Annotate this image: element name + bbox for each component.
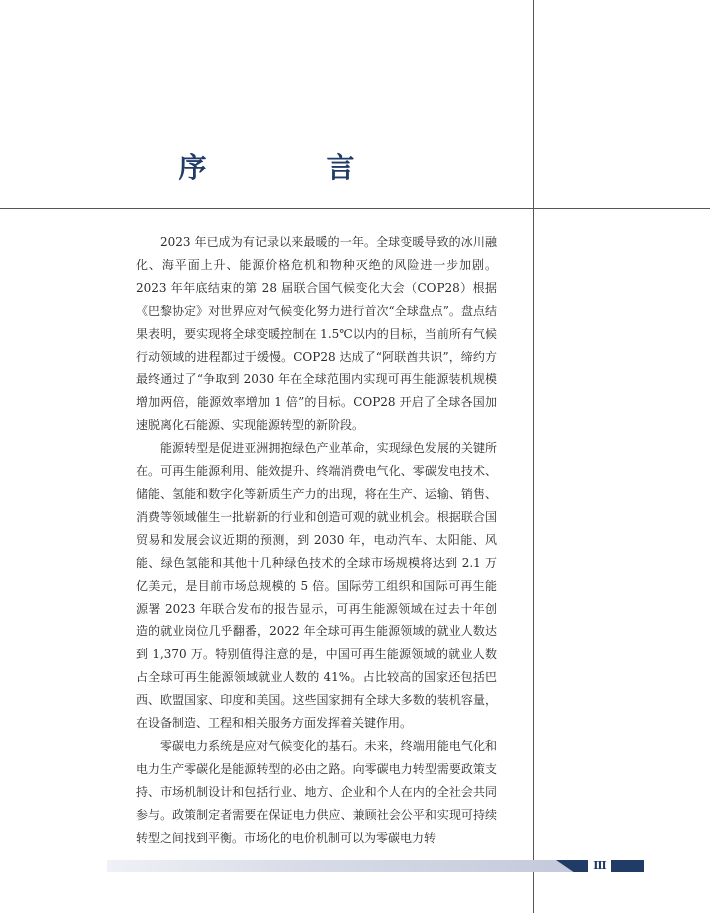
paragraph-3: 零碳电力系统是应对气候变化的基石。未来，终端用能电气化和电力生产零碳化是能源转型的必由之路。向零碳电力转型需要政策支持、市场机制设计和包括行业、地方、企业和个人在内的全社会共同参与。政策制定者需要在保证电力供应、兼顾社会公平和实现可持续转型之间找到平衡。市场化的电价机制可以为零碳电力转 — [136, 738, 497, 845]
preface-body — [136, 231, 497, 849]
footer-block-mark — [611, 860, 644, 872]
page-number: Ⅲ — [593, 859, 607, 872]
horizontal-rule — [0, 208, 710, 209]
paragraph-2: 能源转型是促进亚洲拥抱绿色产业革命，实现绿色发展的关键所在。可再生能源利用、能效提升、终端消费电气化、零碳发电技术、储能、氢能和数字化等新质生产力的出现，将在生产、运输、销售、消费等领域催生一批崭新的行业和创造可观的就业机会。根据联合国贸易和发展会议近期的预测，到 2030 年，电动汽车、太阳能、风能、绿色氢能和其他十几种绿色技术的全球市场规模将达到 2.1 万亿美元，是目前市场总规模的 5 倍。国际劳工组织和国际可再生能源署 2023 年联合发布的报告显示，可再生能源领域在过去十年创造的就业岗位几乎翻番，2022 年全球可再生能源领域的就业人数达到 1,370 万。特别值得注意的是，中国可再生能源领域的就业人数占全球可再生能源领域就业人数的 41%。占比较高的国家还包括巴西、欧盟国家、印度和美国。这些国家拥有全球大多数的装机容量，在设备制造、工程和相关服务方面发挥着关键作用。 — [136, 441, 497, 731]
paragraph-1: 2023 年已成为有记录以来最暖的一年。全球变暖导致的冰川融化、海平面上升、能源价格危机和物种灭绝的风险进一步加剧。2023 年年底结束的第 28 届联合国气候变化大会（COP28）根据《巴黎协定》对世界应对气候变化努力进行首次“全球盘点”。盘点结果表明，要实现将全球变暖控制在 1.5℃以内的目标，当前所有气候行动领域的进程都过于缓慢。COP28 达成了“阿联酋共识”，缔约方最终通过了“争取到 2030 年在全球范围内实现可再生能源装机规模增加两倍，能源效率增加 1 倍”的目标。COP28 开启了全球各国加速脱离化石能源、实现能源转型的新阶段。 — [136, 235, 497, 433]
footer-gradient-bar — [107, 860, 582, 872]
page-title: 序 言 — [178, 151, 401, 184]
vertical-rule — [533, 0, 534, 913]
